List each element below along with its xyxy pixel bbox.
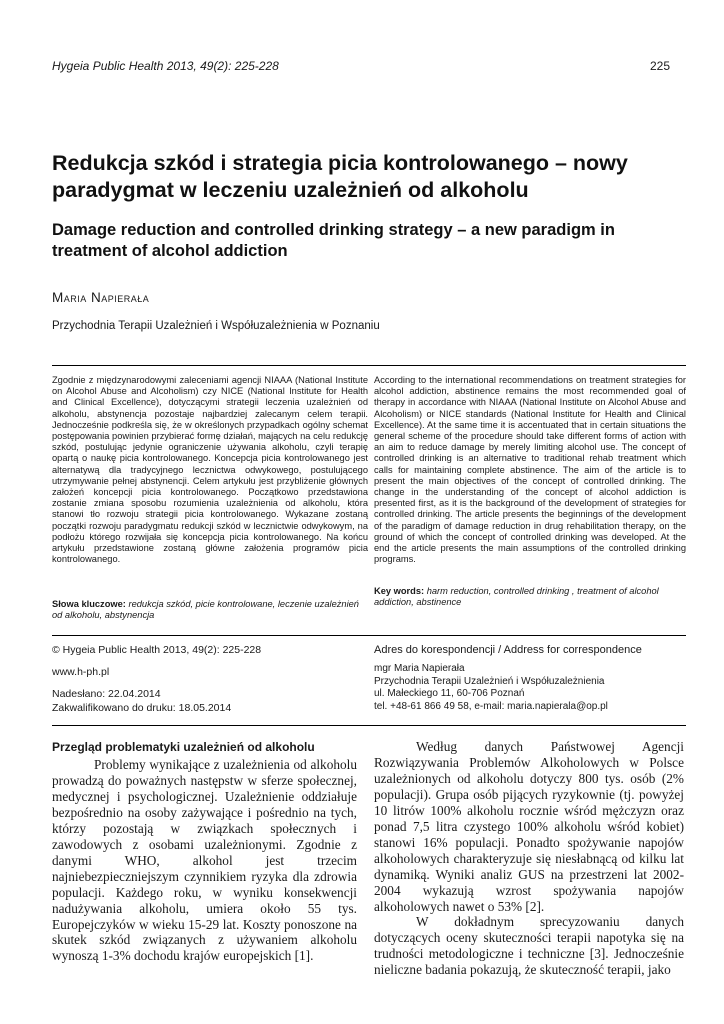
correspondence-street: ul. Małeckiego 11, 60-706 Poznań <box>374 688 525 700</box>
body-column-left <box>52 757 357 964</box>
keywords-label: Key words: <box>374 586 425 596</box>
journal-website: www.h-ph.pl <box>52 666 110 678</box>
correspondence-block <box>374 643 686 713</box>
correspondence-contact: tel. +48-61 866 49 58, e-mail: maria.napierala@op.pl <box>374 700 608 712</box>
publication-metadata <box>52 643 362 715</box>
body-paragraph: W dokładnym sprecyzowaniu danych dotyczących oceny skuteczności terapii napotyka się na trudności metodologiczne i techniczne [3]. Jednocześnie nieliczne badania pokazują, że skuteczność terapii, jako <box>374 914 684 978</box>
keywords-english <box>374 586 686 609</box>
abstract-polish: Zgodnie z międzynarodowymi zaleceniami agencji NIAAA (National Institute on Alcohol Abuse and Alcoholism) czy NICE (National Institute for Health and Clinical Excellence), dotyczącymi strategii leczenia uzależnień od alkoholu, abstynencja pozostaje najbardziej zalecanym celem terapii. Jednocześnie podkreśla się, że w określonych przypadkach ogólny schemat postępowania powinien przybierać formę działań, mających na celu redukcję szkód, postulując jedynie ograniczenie używania alkoholu, czyli terapię opartą o naukę picia kontrolowanego. Koncepcja picia kontrolowanego jest alternatywą dla tradycyjnego lecznictwa odwykowego, postulującego utrzymywanie pełnej abstynencji. Celem artykułu jest przybliżenie głównych założeń koncepcji picia kontrolowanego. Początkowo przedstawiona zostanie zmiana sposobu rozumienia uzależnienia od alkoholu, która stanowi tło rozwoju strategii picia kontrolowanego. Wykazane zostaną początki rozwoju paradygmatu redukcji szkód w lecznictwie odwykowym, na podłożu którego rozwijała się koncepcja picia kontrolowanego. Na końcu artykułu przedstawione zostaną główne założenia programów picia kontrolowanego. <box>52 375 368 565</box>
article-title-english: Damage reduction and controlled drinking strategy – a new paradigm in treatment of alcohol addiction <box>52 221 615 260</box>
correspondence-institution: Przychodnia Terapii Uzależnień i Współuzależnienia <box>374 675 605 687</box>
body-paragraph: Według danych Państwowej Agencji Rozwiązywania Problemów Alkoholowych w Polsce uzależnionych od alkoholu dotyczy 800 tys. osób (2% populacji). Grupa osób pijących ryzykownie (tj. powyżej 10 litrów 100% alkoholu rocznie wśród mężczyzn oraz ponad 7,5 litra czystego 100% alkoholu wśród kobiet) stanowi 16% populacji. Ponadto spożywanie napojów alkoholowych charakteryzuje się niesłabnącą od kilku lat dynamiką. Wyniki analiz GUS na przestrzeni lat 2002-2004 wykazują wzrost spożywania napojów alkoholowych nawet o 53% [2]. <box>374 739 684 914</box>
correspondence-name: mgr Maria Napierała <box>374 663 465 674</box>
section-heading: Przegląd problematyki uzależnień od alkoholu <box>52 740 315 754</box>
body-column-right <box>374 739 684 978</box>
received-date: Nadesłano: 22.04.2014 <box>52 688 161 700</box>
meta-divider <box>52 635 686 636</box>
body-paragraph: Problemy wynikające z uzależnienia od alkoholu prowadzą do poważnych następstw w sferze społecznej, medycznej i psychologicznej. Uzależnienie oddziałuje bezpośrednio na osoby zażywające i pośrednio na tych, którzy pozostają w związkach społecznych i zawodowych z osobami uzależnionymi. Zgodnie z danymi WHO, alkohol jest trzecim najniebezpieczniejszym czynnikiem ryzyka dla zdrowia populacji. Każdego roku, w wyniku konsekwencji nadużywania alkoholu, umiera około 55 tys. Europejczyków w wieku 15-29 lat. Koszty ponoszone na skutek szkód związanych z używaniem alkoholu wynoszą 1-3% dochodu krajów europejskich [1]. <box>52 757 357 964</box>
keywords-polish <box>52 599 368 622</box>
abstract-english: According to the international recommendations on treatment strategies for alcohol addiction, abstinence remains the most recommended goal of therapy in accordance with NIAAA (National Institute on Alcohol Abuse and Alcoholism) or NICE standards (National Institute for Health and Clinical Excellence). At the same time it is accentuated that in certain situations the general scheme of the procedure should take different forms of action with an aim to reduce damage by merely limiting alcohol use. The concept of controlled drinking is an alternative to traditional rehab treatment which calls for maintaining complete abstinence. The aim of the article is to present the main objectives of the concept of controlled drinking. The change in the understanding of the concept of alcohol addiction is presented first, as it is the background of the development of strategies for controlled drinking. The article presents the beginnings of the development of the paradigm of damage reduction in drug rehabilitation therapy, on the ground of which the concept of controlled drinking was developed. At the end the article presents the main assumptions of the controlled drinking programs. <box>374 375 686 565</box>
journal-citation: Hygeia Public Health 2013, 49(2): 225-228 <box>52 59 279 73</box>
running-header <box>52 59 670 79</box>
page-number: 225 <box>649 59 670 73</box>
article-title-polish: Redukcja szkód i strategia picia kontrolowanego – nowy paradygmat w leczeniu uzależnień od alkoholu <box>52 151 628 202</box>
author-affiliation: Przychodnia Terapii Uzależnień i Współuzależnienia w Poznaniu <box>52 320 380 332</box>
copyright-line: © Hygeia Public Health 2013, 49(2): 225-228 <box>52 644 262 656</box>
top-divider <box>52 365 686 366</box>
author-name: Maria Napierała <box>52 290 150 305</box>
body-divider <box>52 725 686 726</box>
correspondence-heading: Adres do korespondencji / Address for correspondence <box>374 644 642 656</box>
keywords-text: harm reduction, controlled drinking , treatment of alcohol addiction, abstinence <box>374 586 659 608</box>
keywords-label: Słowa kluczowe: <box>52 599 126 609</box>
accepted-date: Zakwalifikowano do druku: 18.05.2014 <box>52 702 232 714</box>
keywords-text: redukcja szkód, picie kontrolowane, leczenie uzależnień od alkoholu, abstynencja <box>52 599 359 621</box>
